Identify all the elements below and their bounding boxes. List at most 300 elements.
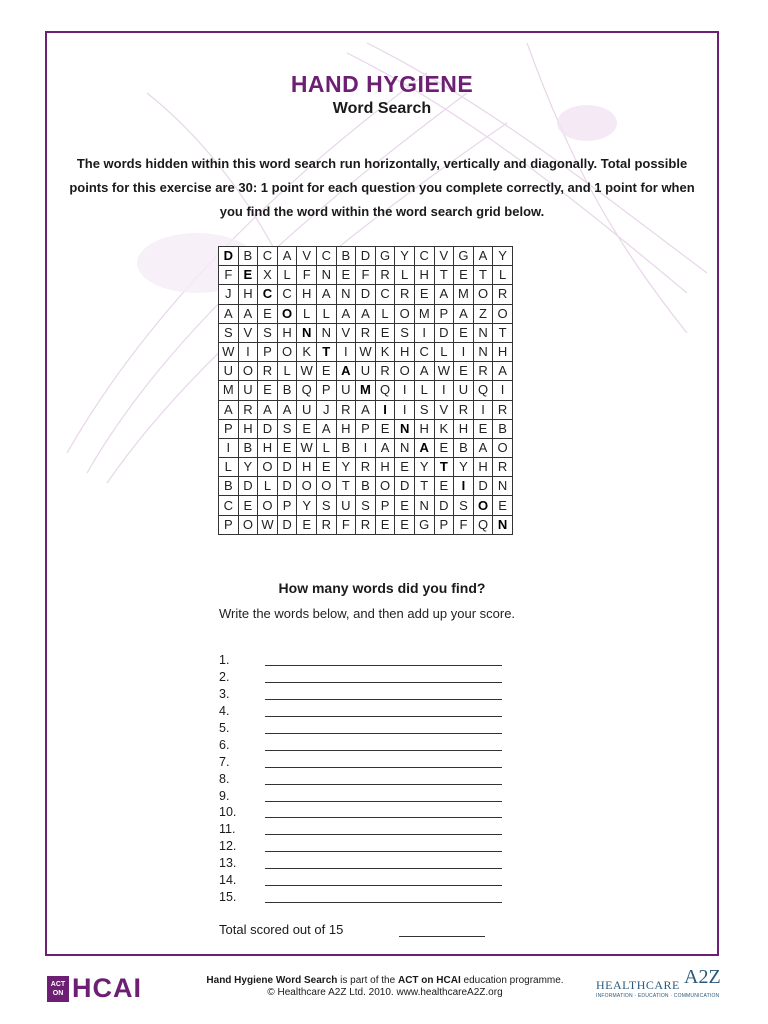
grid-cell[interactable]: A [277, 400, 297, 419]
grid-cell[interactable]: V [297, 247, 317, 266]
answer-line-blank[interactable] [265, 790, 502, 802]
grid-cell[interactable]: I [473, 400, 493, 419]
grid-cell[interactable]: B [493, 419, 513, 438]
answer-line [219, 855, 502, 872]
grid-cell[interactable]: O [493, 438, 513, 457]
grid-cell[interactable]: A [219, 304, 239, 323]
answer-line-blank[interactable] [265, 688, 502, 700]
grid-cell[interactable]: Y [493, 247, 513, 266]
grid-cell[interactable]: U [336, 381, 356, 400]
answer-line-blank[interactable] [265, 857, 502, 869]
grid-cell[interactable]: N [493, 515, 513, 534]
grid-cell[interactable]: B [219, 477, 239, 496]
grid-cell[interactable]: O [395, 362, 415, 381]
total-score-row [219, 922, 485, 937]
grid-cell[interactable]: R [316, 515, 336, 534]
grid-cell[interactable]: O [238, 362, 258, 381]
grid-cell[interactable]: A [277, 247, 297, 266]
grid-cell[interactable]: T [316, 342, 336, 361]
grid-cell[interactable]: R [454, 400, 474, 419]
grid-cell[interactable]: Z [473, 304, 493, 323]
grid-cell[interactable]: Y [454, 458, 474, 477]
grid-cell[interactable]: A [316, 285, 336, 304]
act-on-badge [47, 976, 69, 1002]
grid-cell[interactable]: O [258, 496, 278, 515]
grid-cell[interactable]: P [434, 304, 454, 323]
grid-cell[interactable]: A [356, 304, 376, 323]
grid-cell[interactable]: C [375, 285, 395, 304]
grid-cell[interactable]: E [395, 515, 415, 534]
grid-cell[interactable]: S [454, 496, 474, 515]
answer-line [219, 888, 502, 905]
grid-cell[interactable]: N [297, 323, 317, 342]
grid-cell[interactable]: J [219, 285, 239, 304]
grid-cell[interactable]: P [277, 496, 297, 515]
grid-cell[interactable]: I [395, 381, 415, 400]
grid-cell[interactable]: A [219, 400, 239, 419]
grid-cell[interactable]: O [297, 477, 317, 496]
grid-cell[interactable]: W [219, 342, 239, 361]
grid-cell[interactable]: V [434, 400, 454, 419]
grid-cell[interactable]: S [356, 496, 376, 515]
grid-cell[interactable]: R [356, 323, 376, 342]
grid-cell[interactable]: Y [297, 496, 317, 515]
grid-row [219, 496, 513, 515]
answer-line-number: 2. [219, 670, 230, 685]
grid-cell[interactable]: A [473, 247, 493, 266]
grid-cell[interactable]: L [277, 266, 297, 285]
answer-line-blank[interactable] [265, 756, 502, 768]
grid-cell[interactable]: I [395, 400, 415, 419]
answer-line-blank[interactable] [265, 722, 502, 734]
grid-cell[interactable]: O [473, 496, 493, 515]
grid-cell[interactable]: E [375, 419, 395, 438]
grid-cell[interactable]: E [395, 496, 415, 515]
answer-line [219, 770, 502, 787]
footer-line-2: © Healthcare A2Z Ltd. 2010. www.healthcareA2Z.org [267, 987, 503, 998]
grid-cell[interactable]: O [277, 342, 297, 361]
grid-cell[interactable]: P [219, 419, 239, 438]
grid-cell[interactable]: E [277, 438, 297, 457]
grid-cell[interactable]: I [454, 477, 474, 496]
grid-cell[interactable]: E [434, 477, 454, 496]
grid-cell[interactable]: O [375, 477, 395, 496]
grid-cell[interactable]: D [473, 477, 493, 496]
grid-row [219, 342, 513, 361]
grid-cell[interactable]: D [434, 323, 454, 342]
grid-cell[interactable]: B [336, 247, 356, 266]
grid-cell[interactable]: H [414, 419, 434, 438]
grid-cell[interactable]: W [297, 438, 317, 457]
grid-cell[interactable]: Q [473, 381, 493, 400]
grid-cell[interactable]: C [414, 342, 434, 361]
grid-cell[interactable]: C [316, 247, 336, 266]
answer-line-number: 5. [219, 721, 230, 735]
grid-cell[interactable]: H [336, 419, 356, 438]
grid-cell[interactable]: P [356, 419, 376, 438]
instruction-text: Write the words below, and then add up your score. [219, 606, 516, 621]
answer-line-blank[interactable] [265, 806, 502, 818]
answer-line [219, 753, 502, 770]
grid-cell[interactable]: E [336, 266, 356, 285]
grid-cell[interactable]: I [219, 438, 239, 457]
grid-cell[interactable]: Y [414, 458, 434, 477]
grid-cell[interactable]: Q [297, 381, 317, 400]
grid-cell[interactable]: N [316, 266, 336, 285]
grid-cell[interactable]: S [395, 323, 415, 342]
grid-row [219, 285, 513, 304]
grid-cell[interactable]: Y [395, 247, 415, 266]
answer-line-blank[interactable] [265, 823, 502, 835]
grid-cell[interactable]: V [238, 323, 258, 342]
grid-cell[interactable]: V [434, 247, 454, 266]
total-score-label: Total scored out of 15 [219, 922, 344, 937]
answer-line-blank[interactable] [265, 874, 502, 886]
grid-cell[interactable]: E [258, 304, 278, 323]
answer-line-number: 8. [219, 771, 230, 786]
grid-cell[interactable]: I [356, 438, 376, 457]
grid-cell[interactable]: G [414, 515, 434, 534]
total-score-blank[interactable] [399, 924, 485, 937]
grid-cell[interactable]: D [277, 477, 297, 496]
grid-cell[interactable]: A [414, 362, 434, 381]
grid-cell[interactable]: O [277, 304, 297, 323]
grid-cell[interactable]: H [297, 285, 317, 304]
grid-cell[interactable]: E [238, 496, 258, 515]
grid-cell[interactable]: Q [473, 515, 493, 534]
grid-cell[interactable]: U [297, 400, 317, 419]
footer-end-text: education programme. [460, 975, 564, 986]
grid-cell[interactable]: T [434, 458, 454, 477]
grid-cell[interactable]: U [219, 362, 239, 381]
grid-cell[interactable]: D [356, 285, 376, 304]
healthcare-brand-name: HEALTHCARE [596, 978, 680, 992]
grid-cell[interactable]: O [316, 477, 336, 496]
grid-cell[interactable]: C [414, 247, 434, 266]
answer-line-number: 4. [219, 704, 230, 719]
grid-cell[interactable]: L [277, 362, 297, 381]
grid-cell[interactable]: A [336, 304, 356, 323]
grid-cell[interactable]: D [434, 496, 454, 515]
grid-cell[interactable]: J [316, 400, 336, 419]
grid-cell[interactable]: R [493, 458, 513, 477]
grid-cell[interactable]: E [434, 438, 454, 457]
answer-line-blank[interactable] [265, 891, 502, 903]
grid-cell[interactable]: R [493, 285, 513, 304]
grid-cell[interactable]: R [375, 266, 395, 285]
grid-cell[interactable]: T [473, 266, 493, 285]
grid-cell[interactable]: H [414, 266, 434, 285]
grid-cell[interactable]: H [277, 323, 297, 342]
act-on-hcai-logo [47, 973, 142, 1004]
grid-cell[interactable]: X [258, 266, 278, 285]
grid-cell[interactable]: R [375, 362, 395, 381]
grid-cell[interactable]: A [414, 438, 434, 457]
grid-cell[interactable]: G [454, 247, 474, 266]
footer-programme-name: ACT on HCAI [397, 975, 461, 986]
grid-cell[interactable]: E [493, 496, 513, 515]
grid-cell[interactable]: C [258, 247, 278, 266]
grid-cell[interactable]: L [493, 266, 513, 285]
grid-cell[interactable]: L [316, 304, 336, 323]
grid-cell[interactable]: A [493, 362, 513, 381]
grid-cell[interactable]: B [336, 438, 356, 457]
grid-cell[interactable]: Q [375, 381, 395, 400]
grid-cell[interactable]: B [277, 381, 297, 400]
grid-cell[interactable]: E [395, 458, 415, 477]
answer-line [219, 669, 502, 686]
grid-cell[interactable]: O [493, 304, 513, 323]
grid-cell[interactable]: D [277, 458, 297, 477]
answer-line-blank[interactable] [265, 705, 502, 717]
answer-line-blank[interactable] [265, 840, 502, 852]
grid-cell[interactable]: R [473, 362, 493, 381]
grid-cell[interactable]: E [414, 285, 434, 304]
answer-line-blank[interactable] [265, 671, 502, 683]
grid-cell[interactable]: L [434, 342, 454, 361]
grid-cell[interactable]: C [258, 285, 278, 304]
grid-cell[interactable]: H [238, 419, 258, 438]
grid-row [219, 266, 513, 285]
grid-cell[interactable]: Y [238, 458, 258, 477]
grid-cell[interactable]: P [375, 496, 395, 515]
grid-cell[interactable]: U [356, 362, 376, 381]
grid-cell[interactable]: R [493, 400, 513, 419]
answer-line [219, 821, 502, 838]
act-on-label: ACT ON [50, 980, 66, 997]
grid-cell[interactable]: W [356, 342, 376, 361]
word-search-grid [218, 246, 513, 535]
answer-line-blank[interactable] [265, 773, 502, 785]
grid-cell[interactable]: H [297, 458, 317, 477]
grid-cell[interactable]: H [395, 342, 415, 361]
grid-cell[interactable]: L [219, 458, 239, 477]
grid-cell[interactable]: N [473, 342, 493, 361]
grid-cell[interactable]: N [414, 496, 434, 515]
grid-cell[interactable]: S [277, 419, 297, 438]
grid-cell[interactable]: N [316, 323, 336, 342]
answer-line [219, 652, 502, 669]
grid-cell[interactable]: I [493, 381, 513, 400]
grid-cell[interactable]: W [258, 515, 278, 534]
grid-cell[interactable]: F [297, 266, 317, 285]
grid-cell[interactable]: I [454, 342, 474, 361]
grid-cell[interactable]: D [238, 477, 258, 496]
grid-cell[interactable]: G [375, 247, 395, 266]
grid-cell[interactable]: L [297, 304, 317, 323]
grid-row [219, 438, 513, 457]
grid-cell[interactable]: L [375, 304, 395, 323]
answer-line [219, 686, 502, 703]
grid-cell[interactable]: K [434, 419, 454, 438]
grid-cell[interactable]: B [238, 438, 258, 457]
grid-cell[interactable]: K [297, 342, 317, 361]
answer-line-number: 11. [219, 822, 236, 837]
grid-cell[interactable]: E [316, 362, 336, 381]
grid-cell[interactable]: O [395, 304, 415, 323]
grid-cell[interactable]: R [356, 458, 376, 477]
grid-cell[interactable]: U [238, 381, 258, 400]
grid-cell[interactable]: H [258, 438, 278, 457]
grid-cell[interactable]: N [395, 419, 415, 438]
grid-cell[interactable]: O [238, 515, 258, 534]
healthcare-a2z-logo [596, 966, 720, 1002]
answer-line-number: 10. [219, 805, 237, 820]
grid-cell[interactable]: R [238, 400, 258, 419]
grid-cell[interactable]: N [395, 438, 415, 457]
grid-cell[interactable]: L [414, 381, 434, 400]
grid-cell[interactable]: E [297, 419, 317, 438]
grid-cell[interactable]: K [375, 342, 395, 361]
grid-row [219, 323, 513, 342]
grid-cell[interactable]: O [258, 458, 278, 477]
grid-cell[interactable]: R [336, 400, 356, 419]
grid-cell[interactable]: S [414, 400, 434, 419]
grid-cell[interactable]: A [258, 400, 278, 419]
grid-cell[interactable]: I [238, 342, 258, 361]
grid-cell[interactable]: F [219, 266, 239, 285]
grid-cell[interactable]: W [434, 362, 454, 381]
grid-cell[interactable]: F [336, 515, 356, 534]
grid-cell[interactable]: L [316, 438, 336, 457]
grid-cell[interactable]: L [258, 477, 278, 496]
answer-lines [219, 652, 502, 905]
grid-cell[interactable]: E [297, 515, 317, 534]
answer-line [219, 838, 502, 855]
grid-cell[interactable]: I [414, 323, 434, 342]
grid-cell[interactable]: H [375, 458, 395, 477]
grid-cell[interactable]: H [493, 342, 513, 361]
grid-cell[interactable]: R [258, 362, 278, 381]
grid-cell[interactable]: E [316, 458, 336, 477]
question-heading: How many words did you find? [278, 580, 486, 596]
grid-cell[interactable]: E [454, 266, 474, 285]
grid-cell[interactable]: E [454, 323, 474, 342]
grid-cell[interactable]: E [375, 323, 395, 342]
answer-line-number: 13. [219, 856, 237, 871]
grid-cell[interactable]: P [434, 515, 454, 534]
grid-cell[interactable]: R [356, 515, 376, 534]
grid-cell[interactable]: E [375, 515, 395, 534]
answer-line-blank[interactable] [265, 654, 502, 666]
grid-cell[interactable]: A [434, 285, 454, 304]
grid-row [219, 304, 513, 323]
answer-line [219, 787, 502, 804]
grid-cell[interactable]: I [434, 381, 454, 400]
grid-cell[interactable]: D [277, 515, 297, 534]
grid-cell[interactable]: A [356, 400, 376, 419]
grid-cell[interactable]: N [473, 323, 493, 342]
grid-cell[interactable]: A [238, 304, 258, 323]
grid-cell[interactable]: E [454, 362, 474, 381]
grid-cell[interactable]: V [336, 323, 356, 342]
footer-mid-text: is part of the [337, 975, 398, 986]
grid-row [219, 381, 513, 400]
footer-credit [170, 975, 600, 999]
grid-cell[interactable]: S [219, 323, 239, 342]
grid-row [219, 515, 513, 534]
grid-cell[interactable]: Y [336, 458, 356, 477]
grid-cell[interactable]: A [473, 438, 493, 457]
page-subtitle: Word Search [332, 100, 432, 117]
grid-cell[interactable]: A [454, 304, 474, 323]
grid-cell[interactable]: P [258, 342, 278, 361]
hcai-logo-text: HCAI [72, 973, 142, 1003]
grid-cell[interactable]: B [356, 477, 376, 496]
grid-cell[interactable]: O [473, 285, 493, 304]
grid-cell[interactable]: F [356, 266, 376, 285]
grid-cell[interactable]: H [473, 458, 493, 477]
grid-cell[interactable]: H [454, 419, 474, 438]
grid-cell[interactable]: T [434, 266, 454, 285]
grid-cell[interactable]: U [336, 496, 356, 515]
grid-cell[interactable]: A [316, 419, 336, 438]
grid-cell[interactable]: M [356, 381, 376, 400]
grid-cell[interactable]: E [238, 266, 258, 285]
grid-cell[interactable]: T [336, 477, 356, 496]
grid-cell[interactable]: E [258, 381, 278, 400]
brand-tagline: INFORMATION · EDUCATION · COMMUNICATION [596, 993, 720, 999]
grid-cell[interactable]: D [258, 419, 278, 438]
grid-cell[interactable]: A [336, 362, 356, 381]
grid-cell[interactable]: M [454, 285, 474, 304]
answer-line [219, 736, 502, 753]
answer-line [219, 872, 502, 889]
grid-row [219, 400, 513, 419]
grid-row [219, 419, 513, 438]
answer-line [219, 720, 502, 737]
answer-line-number: 1. [219, 653, 230, 668]
grid-row [219, 458, 513, 477]
grid-cell[interactable]: M [414, 304, 434, 323]
answer-line-number: 3. [219, 687, 230, 702]
grid-cell[interactable]: P [219, 515, 239, 534]
grid-cell[interactable]: H [238, 285, 258, 304]
grid-cell[interactable]: D [219, 247, 239, 266]
grid-cell[interactable]: R [395, 285, 415, 304]
grid-cell[interactable]: L [395, 266, 415, 285]
grid-cell[interactable]: S [316, 496, 336, 515]
intro-paragraph: The words hidden within this word search run horizontally, vertically and diagonally. Total possible points for this exercise are 30: 1 point for each question you complete correctly, and 1 point for when you find the word within the word search grid below. [69, 156, 695, 219]
grid-cell[interactable]: A [375, 438, 395, 457]
grid-cell[interactable]: I [375, 400, 395, 419]
grid-cell[interactable]: D [356, 247, 376, 266]
page-frame [45, 31, 719, 956]
grid-cell[interactable]: S [258, 323, 278, 342]
grid-cell[interactable]: N [493, 477, 513, 496]
grid-cell[interactable]: U [454, 381, 474, 400]
grid-cell[interactable]: W [297, 362, 317, 381]
grid-cell[interactable]: B [238, 247, 258, 266]
grid-cell[interactable]: M [219, 381, 239, 400]
grid-cell[interactable]: N [336, 285, 356, 304]
grid-cell[interactable]: I [336, 342, 356, 361]
grid-cell[interactable]: B [454, 438, 474, 457]
answer-line-number: 6. [219, 737, 230, 752]
answer-line-blank[interactable] [265, 739, 502, 751]
a2z-mark: A2Z [684, 966, 721, 988]
answer-line-number: 15. [219, 889, 237, 904]
grid-cell[interactable]: E [473, 419, 493, 438]
grid-cell[interactable]: D [395, 477, 415, 496]
grid-cell[interactable]: C [219, 496, 239, 515]
footer-doc-name: Hand Hygiene Word Search [206, 975, 338, 986]
grid-cell[interactable]: P [316, 381, 336, 400]
grid-cell[interactable]: F [454, 515, 474, 534]
grid-cell[interactable]: T [414, 477, 434, 496]
grid-cell[interactable]: C [277, 285, 297, 304]
grid-cell[interactable]: T [493, 323, 513, 342]
